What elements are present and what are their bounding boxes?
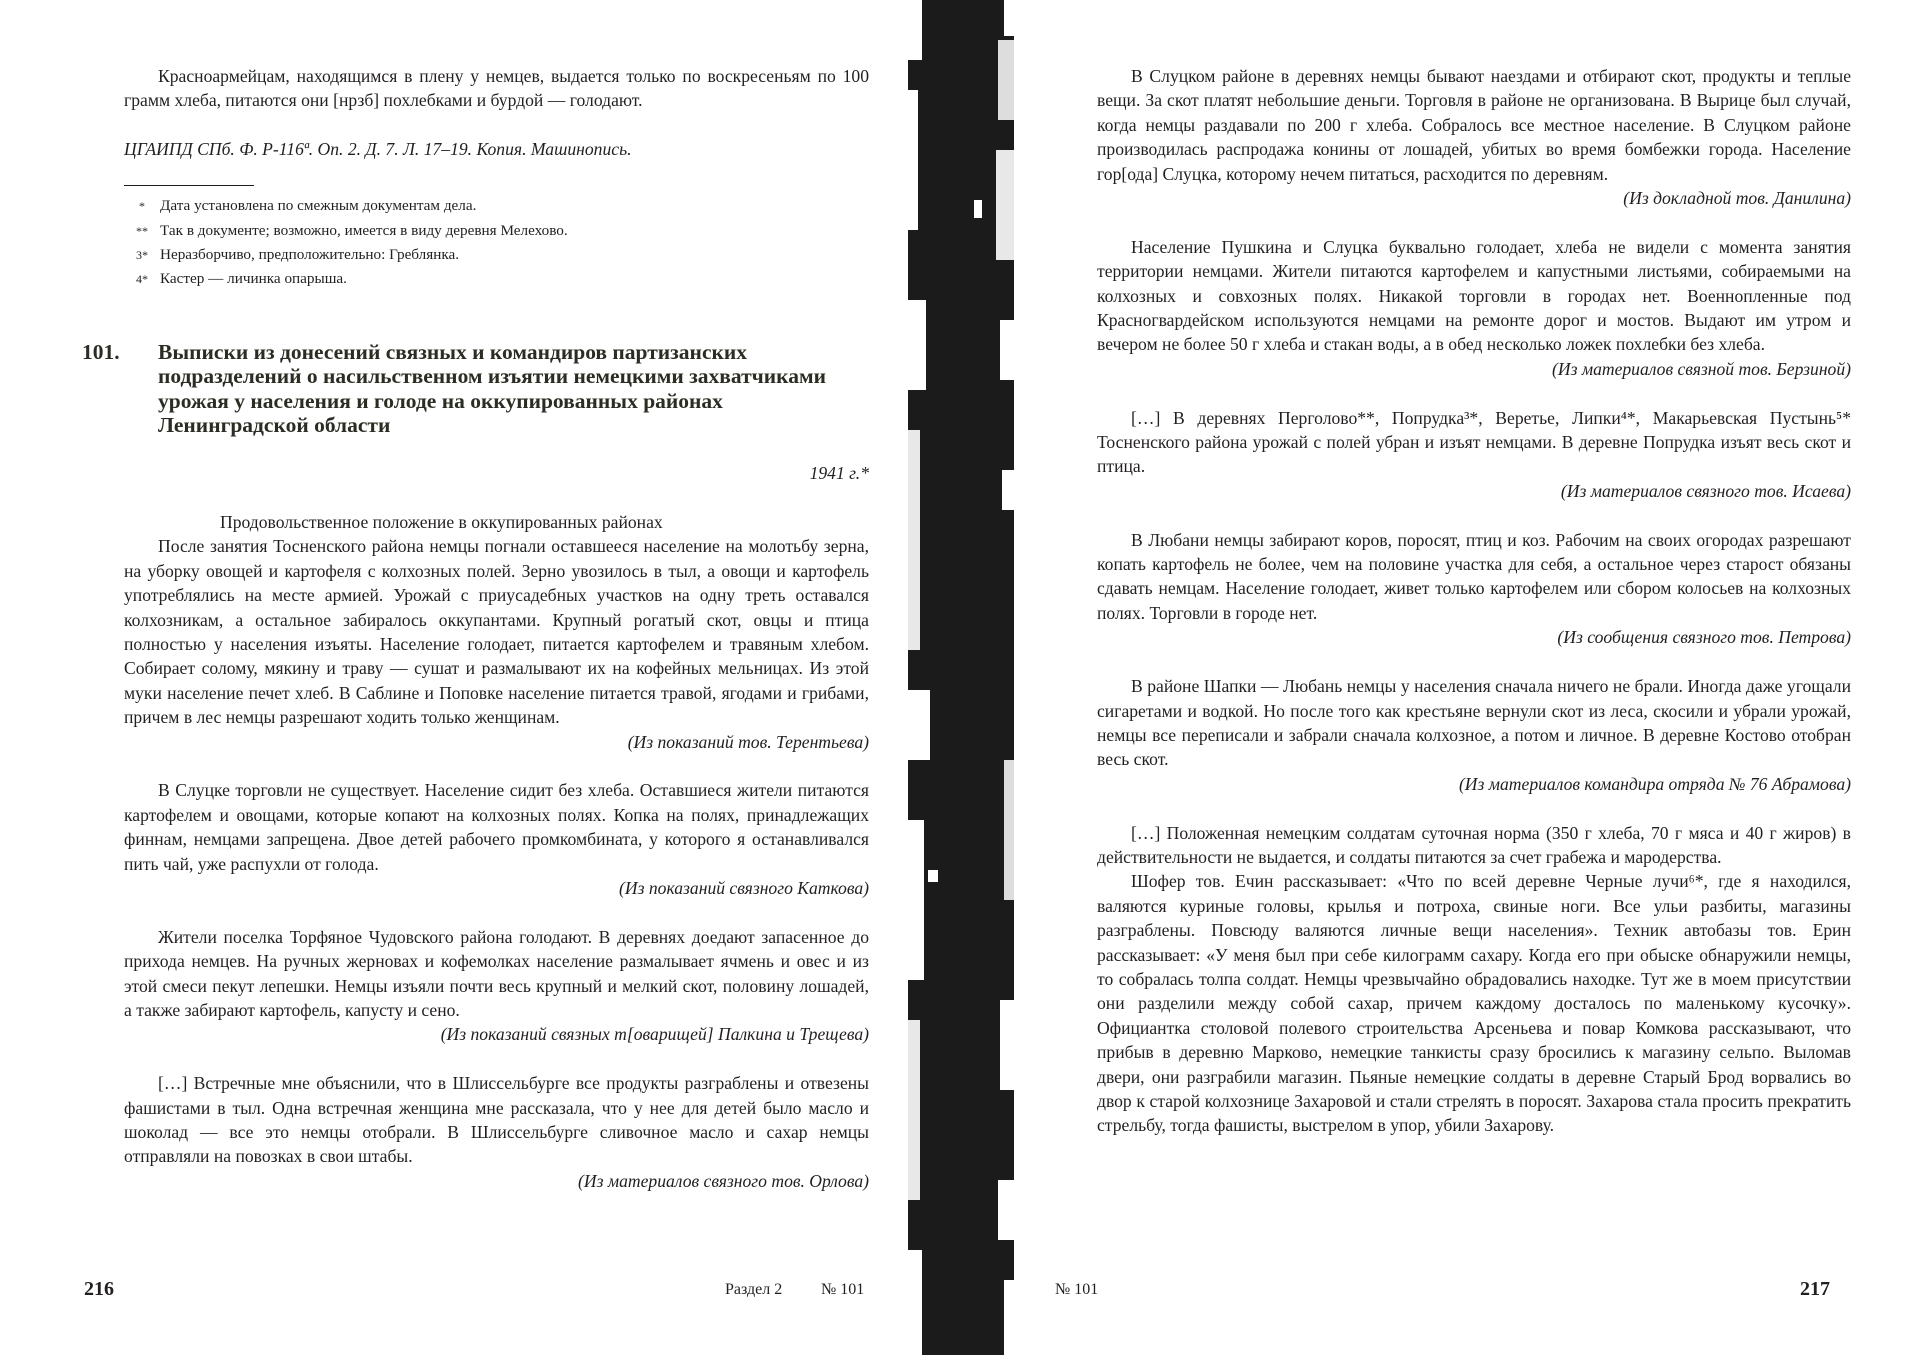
footnote-text: Неразборчиво, предположительно: Греблянка. (160, 246, 460, 264)
report-source: (Из материалов связной тов. Берзиной) (1552, 358, 1851, 379)
report-block (1097, 528, 1851, 650)
right-page (1015, 0, 1920, 1355)
running-head-doc: № 101 (1055, 1281, 1099, 1298)
report-text: […] В деревнях Перголово**, Попрудка³*, Веретье, Липки⁴*, Макарьевская Пустынь⁵* Тосненского района урожай с полей убран и изъят немцами. В деревне Попрудка изъят весь скот и птица. (1097, 407, 1851, 477)
report-text: […] Встречные мне объяснили, что в Шлиссельбурге все продукты разграблены и отвезены фашистами в тыл. Одна встречная женщина мне рассказала, что у нее для детей было масло и шоколад — все это немцы отобрали. В Шлиссельбурге сливочное масло и сахар немцы отправляли на повозках в свои штабы. (124, 1073, 869, 1167)
document-number: 101. (82, 339, 120, 364)
report-block (1097, 406, 1851, 504)
report-source: (Из материалов командира отряда № 76 Абрамова) (1458, 773, 1851, 794)
report-block (1097, 821, 1851, 1138)
running-head-section: Раздел 2 (725, 1281, 783, 1298)
report-block (1097, 235, 1851, 381)
footnotes (124, 194, 869, 292)
report-block (1097, 64, 1851, 210)
intro-paragraph: Красноармейцам, находящимся в плену у немцев, выдается только по воскресеньям по 100 грамм хлеба, питаются они [нрзб] похлебками и бурдой — голодают. (124, 66, 869, 111)
book-spine-shadow (908, 0, 1014, 1355)
left-column (82, 64, 869, 1193)
report-text: В Слуцком районе в деревнях немцы бывают наездами и отбирают скот, продукты и теплые вещи. За скот платят небольшие деньги. Торговля в районе не организована. В Вырице был случай, когда немцы раздавали по 200 г хлеба. Собралось все местное население. В Слуцком районе производилась распродажа конины от лошадей, убитых во время бомбежки города. Население гор[ода] Слуцка, которому нечем питаться, расходится по деревням. (1097, 66, 1851, 184)
page-number: 217 (1800, 1278, 1830, 1300)
footnote-text: Кастер — личинка опарыша. (160, 270, 347, 288)
section-subheading: Продовольственное положение в оккупированных районах (220, 511, 663, 532)
report-block (1097, 674, 1851, 796)
report-source: (Из показаний связных т[оварищей] Палкина и Трещева) (440, 1024, 869, 1045)
footnote-mark: 3* (136, 248, 148, 263)
report-block (124, 534, 869, 754)
report-source: (Из материалов связного тов. Исаева) (1560, 480, 1851, 501)
report-block (124, 778, 869, 900)
running-head-doc: № 101 (821, 1281, 865, 1298)
report-text: После занятия Тосненского района немцы погнали оставшееся население на молотьбу зерна, на уборку овощей и картофеля с колхозных полей. Зерно увозилось в тыл, а овощи и картофель употреблялись на месте армией. Урожай с приусадебных участков на одну треть оставался колхозникам, а остальное забиралось оккупантами. Крупный рогатый скот, овцы и птица полностью у населения изъяты. Население голодает, питается картофелем и травяным хлебом. Собирает солому, мякину и траву — сушат и размалывают их на кофейных мельницах. Из этой муки население печет хлеб. В Саблине и Поповке население питается травой, ягодами и грибами, причем в лес немцы разрешают ходить только женщинам. (124, 536, 869, 728)
page-number: 216 (84, 1278, 114, 1300)
footnote-text: Дата установлена по смежным документам дела. (160, 197, 477, 215)
right-column (1097, 64, 1851, 1138)
report-block (124, 925, 869, 1047)
report-text: […] Положенная немецким солдатам суточная норма (350 г хлеба, 70 г мяса и 40 г жиров) в действительности не выдается, и солдаты питаются за счет грабежа и мародерства. (1097, 822, 1851, 867)
document-heading (82, 339, 869, 438)
footnote (124, 219, 869, 243)
document-title: Выписки из донесений связных и командиров партизанских подразделений о насильственном изъятии немецкими захватчиками урожая у населения и голоде на оккупированных районах Ленинградской области (158, 339, 827, 438)
report-source: (Из материалов связного тов. Орлова) (578, 1170, 869, 1191)
left-page (0, 0, 905, 1355)
footnote-mark: * (139, 199, 145, 214)
report-source: (Из сообщения связного тов. Петрова) (1557, 627, 1851, 648)
report-block (124, 1071, 869, 1193)
archive-reference: ЦГАИПД СПб. Ф. Р-116ª. Оп. 2. Д. 7. Л. 17–19. Копия. Машинопись. (124, 138, 632, 159)
report-source: (Из докладной тов. Данилина) (1623, 188, 1851, 209)
report-text: Шофер тов. Ечин рассказывает: «Что по всей деревне Черные лучи⁶*, где я находился, валяются куриные головы, крылья и потроха, свиные ноги. Все ульи разбиты, магазины разграблены. Повсюду валяются личные вещи населения». Техник автобазы тов. Ерин рассказывает: «У меня был при себе килограмм сахару. Когда его при обыске обнаружили немцы, то собралась толпа солдат. Немцы чрезвычайно обрадовались находке. Тут же в моем присутствии они разделили между собой сахар, причем каждому досталось по маленькому кусочку». Официантка столовой полевого строительства Арсеньева и повар Комкова рассказывают, что прибыв в деревню Марково, немецкие танкисты сразу бросились к магазину сельпо. Выломав двери, они разграбили магазин. Пьяные немецкие солдаты в деревне Старый Брод ворвались во двор к старой колхознице Захаровой и стали стрелять в поросят. Захарова стала просить прекратить стрельбу, тогда фашисты, выстрелом в упор, убили Захарову. (1097, 871, 1851, 1136)
report-text: В Слуцке торговли не существует. Население сидит без хлеба. Оставшиеся жители питаются картофелем и овощами, которые копают на колхозных полях. Копка на полях, принадлежащих финнам, немцами запрещена. Двое детей рабочего промкомбината, у которого я останавливался пить чай, уже распухли от голода. (124, 780, 869, 874)
report-text: В районе Шапки — Любань немцы у населения сначала ничего не брали. Иногда даже угощали сигаретами и водкой. Но после того как крестьяне вернули скот из леса, скосили и убрали урожай, немцы все переписали и забрали сначала колхозное, а потом и личное. В деревне Костово отобран весь скот. (1097, 676, 1851, 770)
footnote-text: Так в документе; возможно, имеется в виду деревня Мелехово. (160, 221, 568, 239)
footnote (124, 194, 869, 218)
footnote (124, 267, 869, 291)
footnote-divider (124, 185, 254, 186)
report-text: Жители поселка Торфяное Чудовского района голодают. В деревнях доедают запасенное до прихода немцев. На ручных жерновах и кофемолках население размалывает ячмень и овес и из этой смеси пекут лепешки. Немцы изъяли почти весь крупный и мелкий скот, половину лошадей, а также забирают картофель, капусту и сено. (124, 926, 869, 1020)
document-date: 1941 г.* (809, 463, 869, 484)
report-text: Население Пушкина и Слуцка буквально голодает, хлеба не видели с момента занятия территории немцами. Жители питаются картофелем и капустными листьями, собираемыми на колхозных и совхозных полях. Никакой торговли в городах нет. Военнопленные под Красногвардейском используются немцами на ремонте дорог и мостов. Выдают им утром и вечером не более 50 г хлеба и стакан воды, а в обед несколько ложек похлебки без хлеба. (1097, 236, 1851, 355)
footnote (124, 243, 869, 267)
report-text: В Любани немцы забирают коров, поросят, птиц и коз. Рабочим на своих огородах разрешают копать картофель не более, чем на половине участка для себя, а остальное через старост обязаны сдавать немцам. Население голодает, живет только картофелем или сбором колосьев на колхозных полях. Торговли в городе нет. (1097, 529, 1851, 623)
footnote-mark: 4* (136, 272, 148, 287)
report-source: (Из показаний связного Каткова) (619, 877, 869, 898)
footnote-mark: ** (136, 223, 148, 238)
report-source: (Из показаний тов. Терентьева) (627, 731, 869, 752)
